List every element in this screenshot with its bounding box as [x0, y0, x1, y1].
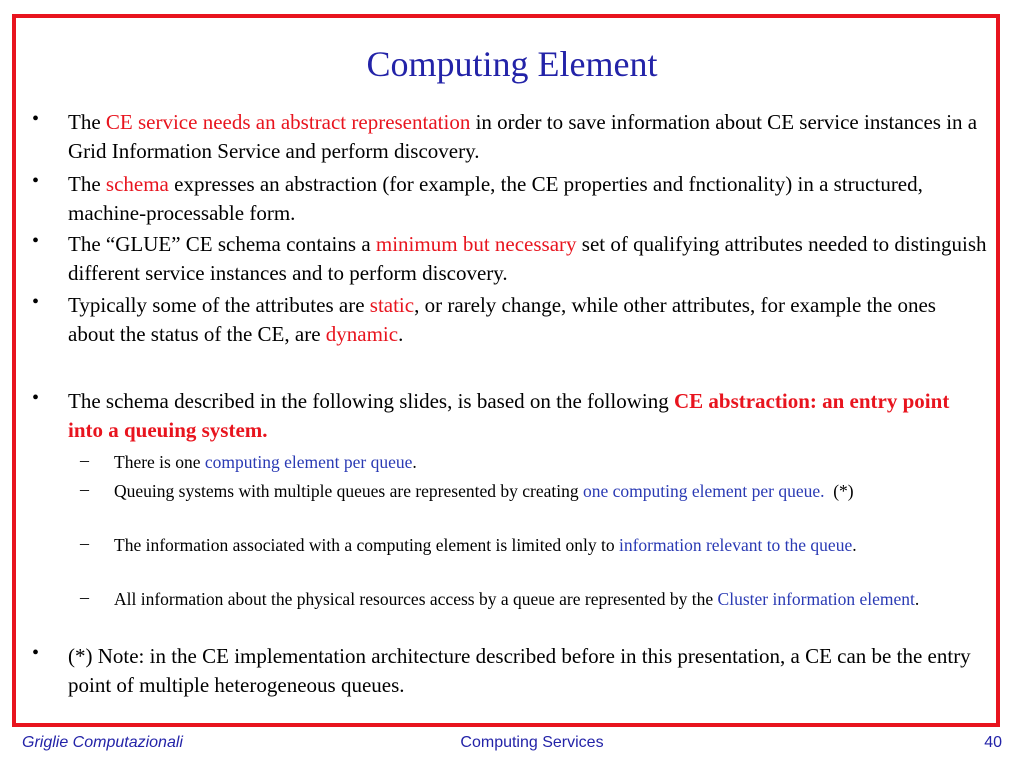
sub-bullet-item — [80, 533, 990, 557]
sub-bullet-text: The information associated with a computing element is limited only to information relevant to the queue. — [114, 535, 857, 555]
sub-bullet-item — [80, 587, 990, 611]
bullet-dot: • — [32, 108, 40, 130]
highlight-text: schema — [105, 172, 169, 196]
bullet-item — [32, 108, 987, 166]
highlight-text: CE service needs an abstract representation — [105, 110, 471, 134]
slide-title: Computing Element — [366, 44, 658, 84]
bullet-dot: • — [32, 387, 40, 409]
sub-bullet-text: Queuing systems with multiple queues are represented by creating one computing element per queue. (*) — [114, 481, 854, 501]
bullet-item — [32, 170, 987, 228]
bullet-dot: • — [32, 642, 40, 664]
bullet-text: Typically some of the attributes are static, or rarely change, while other attributes, for example the ones about the status of the CE, are dynamic. — [68, 293, 936, 346]
bullet-text: The “GLUE” CE schema contains a minimum but necessary set of qualifying attributes needed to distinguish different service instances and to perform discovery. — [68, 232, 987, 285]
highlight-text: dynamic — [325, 322, 399, 346]
footer-page-number: 40 — [984, 734, 1002, 751]
bullet-item — [32, 387, 987, 445]
bullet-dot: • — [32, 291, 40, 313]
highlight-text: computing element per queue — [204, 452, 413, 472]
highlight-text: static — [369, 293, 415, 317]
sub-bullet-dash: – — [80, 533, 89, 553]
sub-bullet-dash: – — [80, 450, 89, 470]
sub-bullet-dash: – — [80, 479, 89, 499]
bullet-dot: • — [32, 230, 40, 252]
highlight-text: Cluster information element — [717, 589, 915, 609]
footer-section-title: Computing Services — [460, 734, 604, 751]
bullet-dot: • — [32, 170, 40, 192]
bullet-text: The schema described in the following slides, is based on the following CE abstraction: an entry point into a queuing system. — [68, 389, 950, 442]
bullet-text: The schema expresses an abstraction (for example, the CE properties and fnctionality) in a structured, machine-processable form. — [68, 172, 923, 225]
bullet-item — [32, 291, 987, 349]
highlight-text: one computing element per queue. — [582, 481, 825, 501]
sub-bullet-item — [80, 479, 990, 503]
bullet-text: The CE service needs an abstract representation in order to save information about CE service instances in a Grid Information Service and perform discovery. — [68, 110, 978, 163]
highlight-text: CE abstraction: an entry point into a queuing system. — [68, 389, 950, 442]
footer-course-name: Griglie Computazionali — [22, 734, 183, 751]
sub-bullet-text: All information about the physical resources access by a queue are represented by the Cluster information element. — [114, 589, 920, 609]
bullet-text: (*) Note: in the CE implementation architecture described before in this presentation, a CE can be the entry point of multiple heterogeneous queues. — [68, 644, 971, 697]
bullet-item — [32, 230, 987, 288]
sub-bullet-dash: – — [80, 587, 89, 607]
highlight-text: minimum but necessary — [375, 232, 577, 256]
highlight-text: information relevant to the queue — [618, 535, 853, 555]
bullet-item — [32, 642, 987, 700]
sub-bullet-item — [80, 450, 990, 474]
sub-bullet-text: There is one computing element per queue. — [114, 452, 417, 472]
